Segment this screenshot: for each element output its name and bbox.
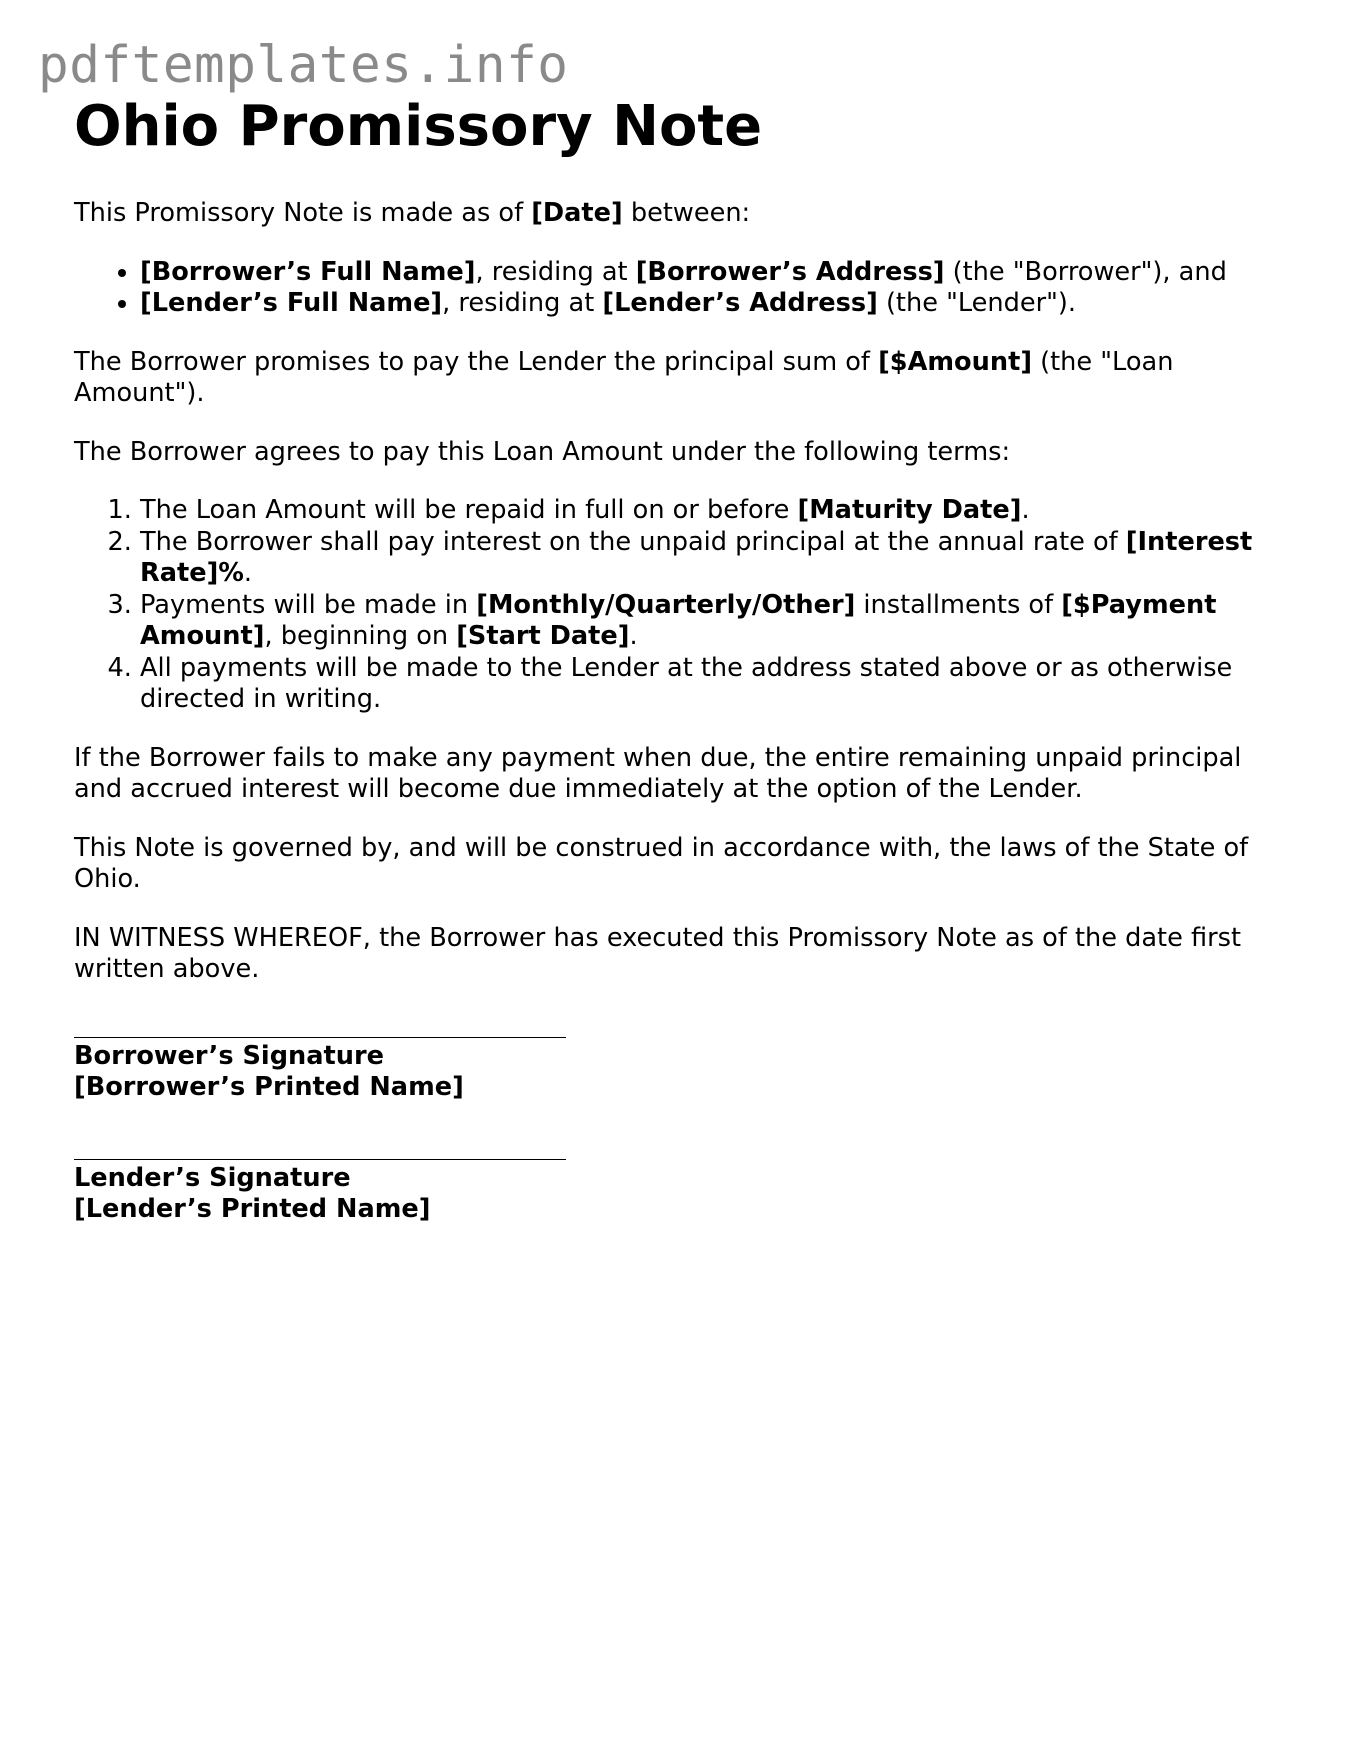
date-placeholder: [Date]	[531, 198, 623, 228]
parties-list	[74, 257, 1274, 320]
term-2-prefix: The Borrower shall pay interest on the unpaid principal at the annual rate of	[140, 526, 1126, 557]
payment-amount-placeholder: [$Payment Amount]	[140, 589, 1217, 651]
borrower-name-placeholder: [Borrower’s Full Name]	[140, 256, 476, 287]
governing-law-clause: This Note is governed by, and will be construed in accordance with, the laws of the State of Ohio.	[74, 832, 1249, 894]
lender-signature-line	[74, 1138, 566, 1160]
amount-placeholder: [$Amount]	[878, 346, 1033, 377]
intro-prefix: This Promissory Note is made as of	[74, 198, 532, 228]
intro-paragraph	[74, 198, 1274, 230]
lender-printed-name: [Lender’s Printed Name]	[74, 1194, 431, 1224]
term-3-mid: installments of	[855, 589, 1062, 620]
terms-list	[74, 495, 1274, 716]
term-1-suffix: .	[1021, 495, 1030, 525]
lender-residing: , residing at	[442, 288, 603, 318]
lender-address-placeholder: [Lender’s Address]	[602, 288, 878, 318]
term-payment-location: 4. All payments will be made to the Lender at the address stated above or as otherwise directed in writing.	[140, 653, 1274, 716]
promise-paragraph	[74, 347, 1274, 410]
borrower-suffix: (the "Borrower"), and	[944, 256, 1227, 287]
term-3-mid2: , beginning on	[264, 621, 457, 651]
borrower-signature-line	[74, 1016, 566, 1038]
terms-intro: The Borrower agrees to pay this Loan Amount under the following terms:	[74, 436, 1011, 467]
term-1-prefix: The Loan Amount will be repaid in full on or before	[140, 495, 798, 525]
borrower-residing: , residing at	[475, 256, 636, 287]
witness-clause: IN WITNESS WHEREOF, the Borrower has executed this Promissory Note as of the date first written above.	[74, 922, 1241, 984]
term-3-suffix: .	[629, 621, 638, 651]
watermark: pdftemplates.info	[38, 36, 569, 95]
start-date-placeholder: [Start Date]	[456, 621, 630, 651]
document-title: Ohio Promissory Note	[74, 94, 763, 159]
lender-suffix: (the "Lender").	[877, 288, 1077, 318]
term-2-suffix: .	[243, 558, 253, 588]
borrower-address-placeholder: [Borrower’s Address]	[635, 256, 945, 287]
term-interest	[140, 527, 1274, 590]
frequency-placeholder: [Monthly/Quarterly/Other]	[476, 589, 856, 620]
promise-prefix: The Borrower promises to pay the Lender the principal sum of	[74, 346, 879, 377]
document-page	[74, 92, 1274, 1226]
maturity-date-placeholder: [Maturity Date]	[797, 495, 1022, 525]
default-clause: If the Borrower fails to make any payment when due, the entire remaining unpaid principal and accrued interest will become due immediately at the option of the Lender.	[74, 742, 1242, 804]
term-payments	[140, 590, 1274, 653]
term-3-prefix: Payments will be made in	[140, 589, 477, 620]
party-borrower	[140, 257, 1274, 289]
promise-suffix: (the "Loan Amount").	[74, 346, 1174, 408]
interest-rate-placeholder: [Interest Rate]%	[140, 526, 1253, 588]
borrower-printed-name: [Borrower’s Printed Name]	[74, 1072, 464, 1102]
lender-signature-label: Lender’s Signature	[74, 1162, 351, 1193]
signature-spacer	[74, 1104, 1274, 1138]
party-lender	[140, 288, 1274, 320]
lender-signature-block	[74, 1138, 1274, 1226]
intro-suffix: between:	[622, 198, 751, 228]
lender-name-placeholder: [Lender’s Full Name]	[140, 288, 443, 318]
borrower-signature-block	[74, 1016, 1274, 1104]
term-maturity	[140, 495, 1274, 527]
borrower-signature-label: Borrower’s Signature	[74, 1040, 384, 1071]
